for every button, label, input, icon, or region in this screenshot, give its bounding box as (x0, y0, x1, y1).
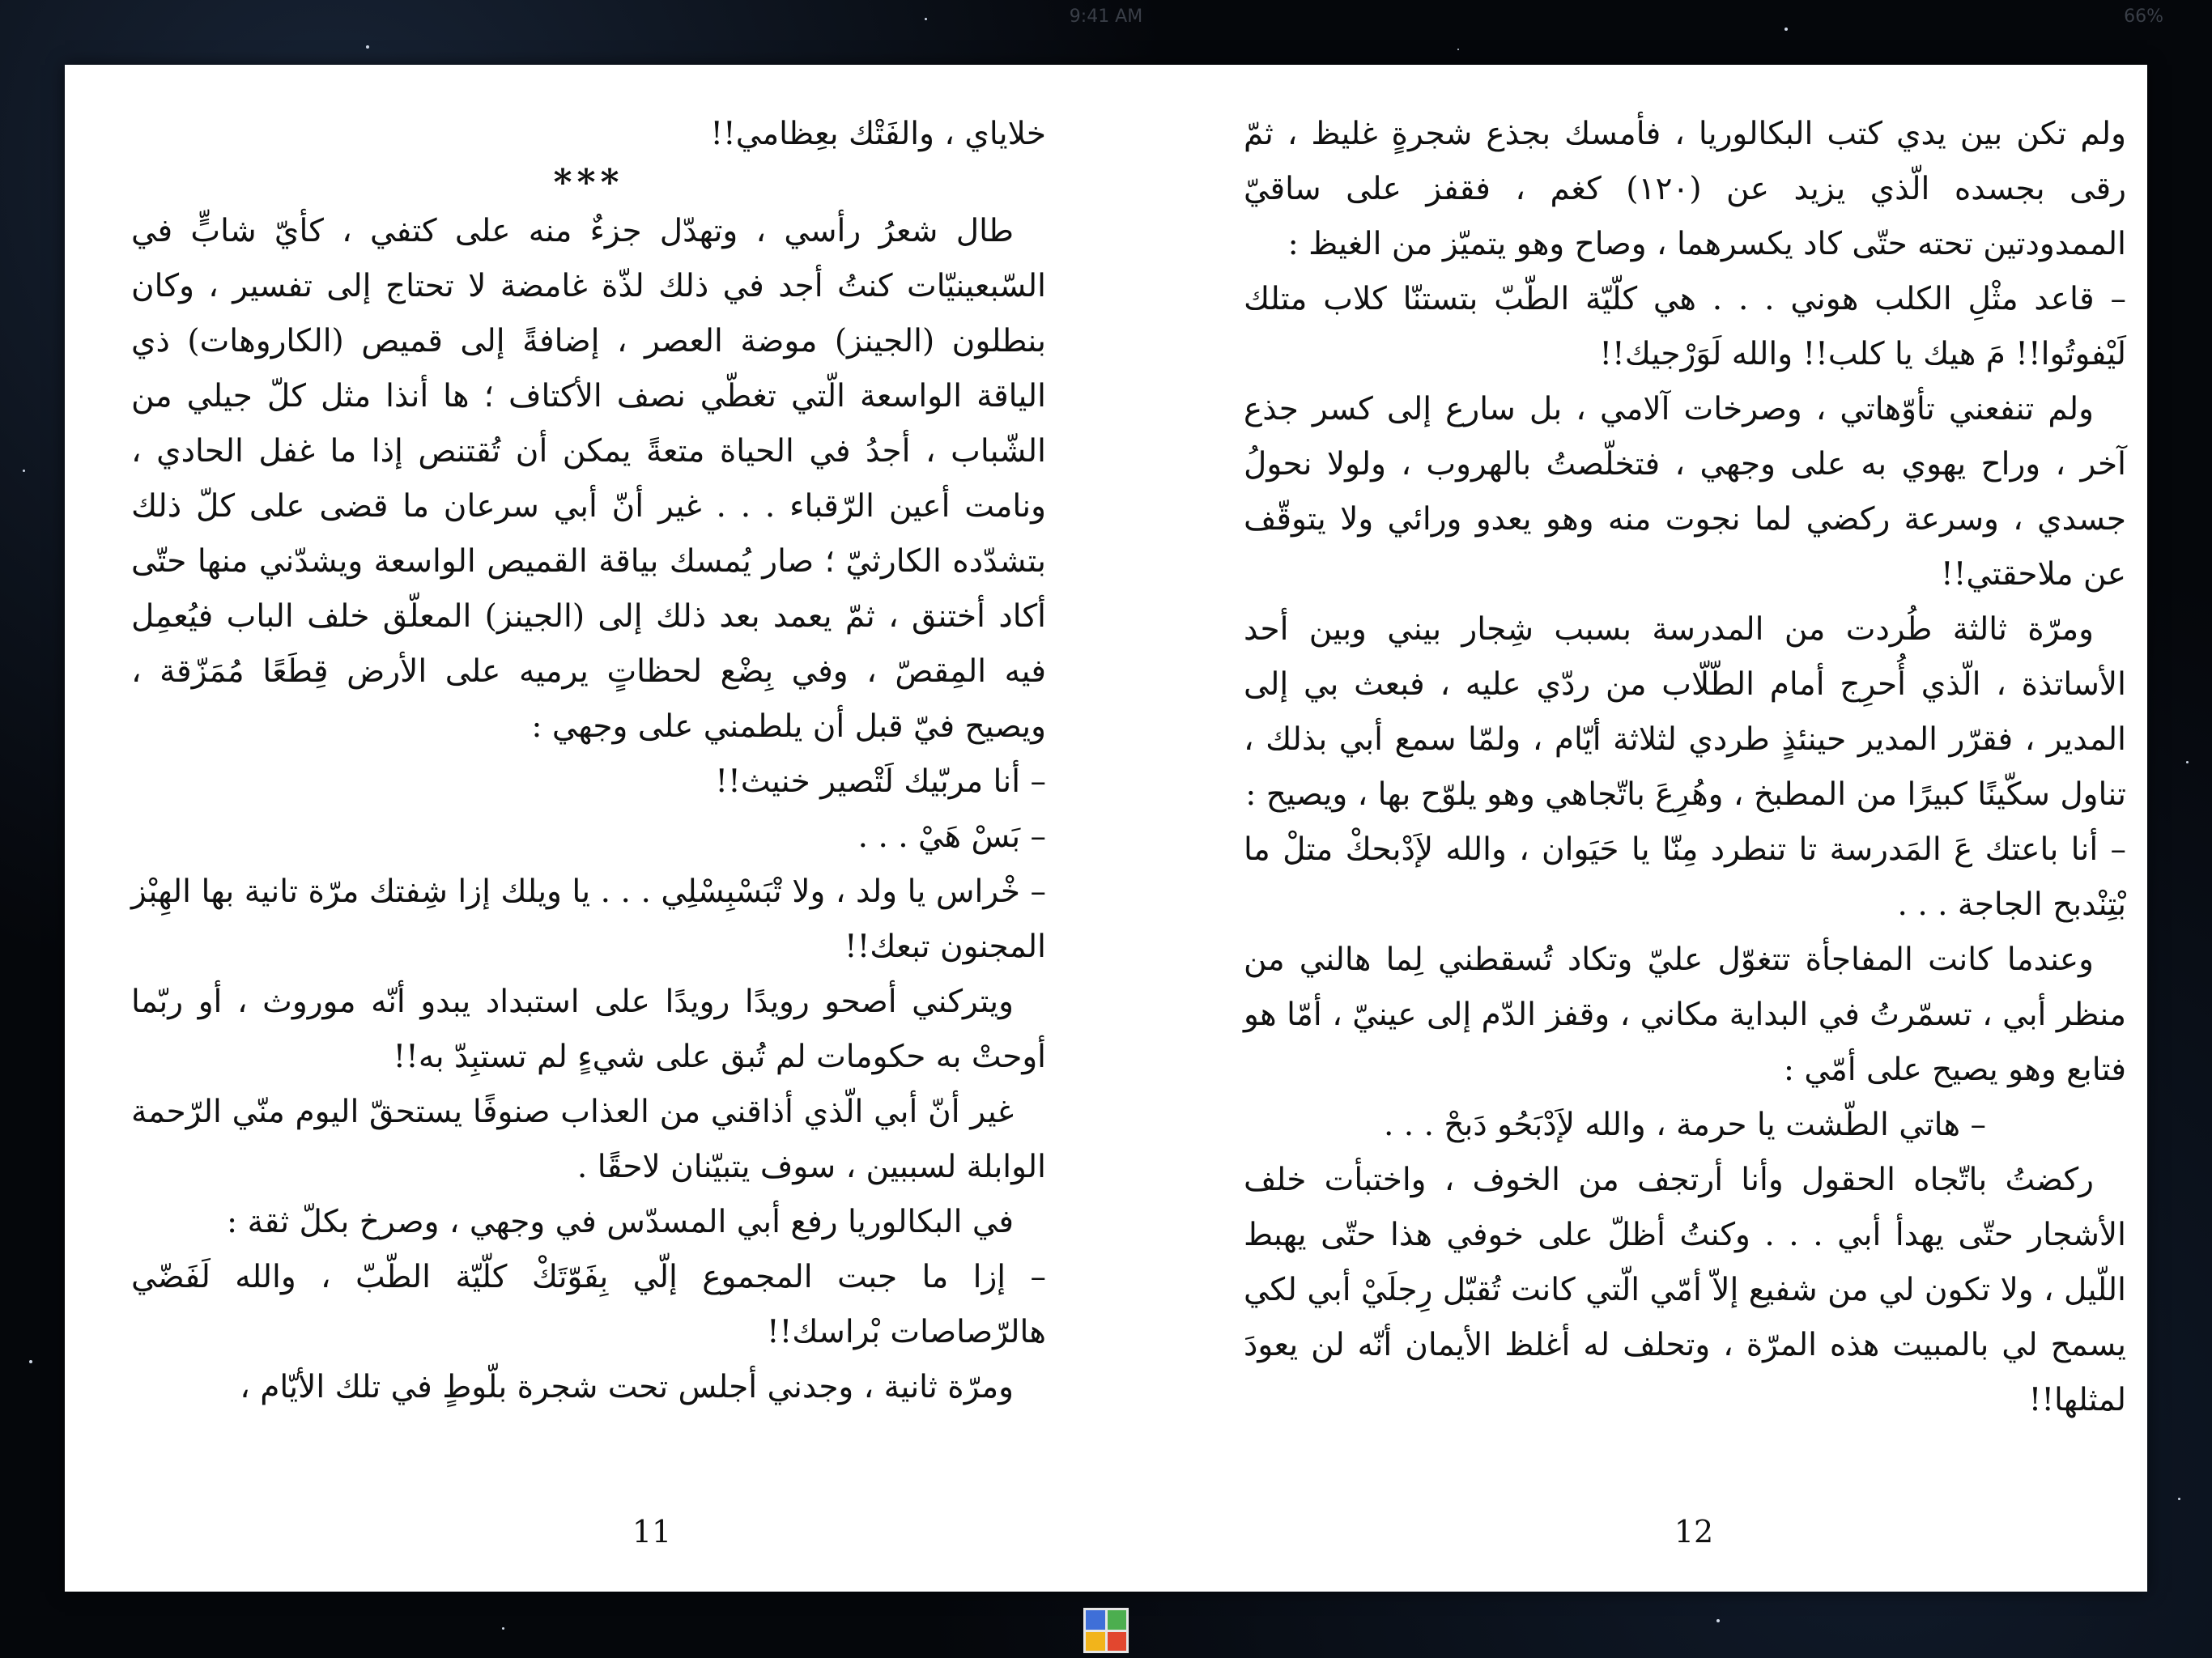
right-page[interactable] (1106, 65, 2147, 1592)
star (1716, 1619, 1720, 1622)
status-battery: 66% (2124, 6, 2163, 27)
paragraph: – أنا مربّيك لَتْصير خنيث!! (715, 763, 1046, 800)
page-number-left: 11 (632, 1514, 672, 1550)
paragraph: ركضتُ باتّجاه الحقول وأنا أرتجف من الخوف ، واختبأت خلف الأشجار حتّى يهدأ أبي . . . وكنتُ أظلّ على خوفي هذا حتّى يهبط اللّيل ، ولا تكون لي من شفيع إلاّ أمّي الّتي كانت تُقبّل رِجلَيْ أبي لكي يسمح لي بالمبيت هذه المرّة ، وتحلف له أغلظ الأيمان أنّه لن يعودَ لمثلها!! (1244, 1162, 2126, 1418)
paragraph: ولم تنفعني تأوّهاتي ، وصرخات آلامي ، بل سارع إلى كسر جذع آخر ، وراح يهوي به على وجهي ، فتخلّصتُ بالهروب ، ولولا نحولُ جسدي ، وسرعة ركضي لما نجوت منه وهو يعدو ورائي ولا يتوقّف عن ملاحقتي!! (1244, 391, 2126, 593)
paragraph: في البكالوريا رفع أبي المسدّس في وجهي ، وصرخ بكلّ ثقة : (227, 1204, 1014, 1240)
star (502, 1627, 504, 1630)
left-page[interactable] (65, 65, 1106, 1592)
paragraph: – أنا باعتك عَ المَدرسة تا تنطرد مِنّا يا حَيَوان ، والله لإَدْبحكْ متلْ ما بْتِنْدبح الجاجة . . . (1244, 831, 2126, 923)
paragraph: – هاتي الطّشت يا حرمة ، والله لإَدْبَحُو دَبحْ . . . (1384, 1107, 1986, 1143)
paragraph: غير أنّ أبي الّذي أذاقني من العذاب صنوفًا يستحقّ اليوم منّي الرّحمة الوابلة لسببين ، سوف يتبيّنان لاحقًا . (131, 1094, 1046, 1185)
star (2178, 1498, 2180, 1500)
section-separator: *** (553, 162, 624, 203)
left-page-text (131, 107, 1046, 1415)
status-bar (0, 0, 2212, 32)
paragraph: – إزا ما جبت المجموع إلّي بِفَوّتَكْ كلّيّة الطّبّ ، والله لَفَضّي هالرّصاصات بْراسك!! (131, 1259, 1046, 1350)
status-time: 9:41 AM (1069, 6, 1143, 27)
star (29, 1360, 32, 1363)
paragraph: طال شعرُ رأسي ، وتهدّل جزءٌ منه على كتفي ، كأيّ شابٍّ في السّبعينيّات كنتُ أجد في ذلك لذّة غامضة لا تحتاج إلى تفسير ، وكان بنطلون (الجينز) موضة العصر ، إضافةً إلى قميص (الكاروهات) ذي الياقة الواسعة الّتي تغطّي نصف الأكتاف ؛ ها أنذا مثل كلّ جيلي من الشّباب ، أجدُ في الحياة متعةً يمكن أن تُقتنص إذا ما غفل الحادي ، ونامت أعين الرّقباء . . . غير أنّ أبي سرعان ما قضى على كلّ ذلك بتشدّده الكارثيّ ؛ صار يُمسك بياقة القميص الواسعة ويشدّني منها حتّى أكاد أختنق ، ثمّ يعمد بعد ذلك إلى (الجينز) المعلّق خلف الباب فيُعمِل فيه المِقصّ ، وفي بِضْع لحظاتٍ يرميه على الأرض قِطَعًا مُمَزّقة ، ويصيح فيّ قبل أن يلطمني على وجهي : (131, 213, 1046, 745)
paragraph: خلاياي ، والفَتْك بعِظامي!! (710, 116, 1046, 152)
app-grid-icon[interactable] (1083, 1608, 1129, 1653)
paragraph: ومرّة ثانية ، وجدني أجلس تحت شجرة بلّوطٍ في تلك الأيّام ، (240, 1369, 1014, 1405)
page-number-right: 12 (1674, 1514, 1714, 1550)
paragraph: ولم تكن بين يدي كتب البكالوريا ، فأمسك بجذع شجرةٍ غليظ ، ثمّ رقى بجسده الّذي يزيد عن (١٢٠) كغم ، فقفز على ساقيّ الممدودتين تحته حتّى كاد يكسرهما ، وصاح وهو يتميّز من الغيظ : (1244, 116, 2126, 262)
app-tile-green (1108, 1610, 1127, 1630)
paragraph: – خْراس يا ولد ، ولا تْبَسْبِسْلِي . . . يا ويلك إزا شِفتك مرّة تانية بها الهِبْز المجنون تبعك!! (131, 874, 1046, 965)
right-page-text (1244, 107, 2126, 1428)
paragraph: ومرّة ثالثة طُردت من المدرسة بسبب شِجار بيني وبين أحد الأساتذة ، الّذي أُحرِج أمام الطّلّاب من ردّي عليه ، فبعث بي إلى المدير ، فقرّر المدير حينئذٍ طردي لثلاثة أيّام ، ولمّا سمع أبي بذلك ، تناول سكّينًا كبيرًا من المطبخ ، وهُرِعَ باتّجاهي وهو يلوّح بها ، ويصيح : (1244, 611, 2126, 813)
paragraph: ويتركني أصحو رويدًا رويدًا على استبداد يبدو أنّه موروث ، أو ربّما أوحتْ به حكومات لم تُبق على شيءٍ لم تستبِدّ به!! (131, 984, 1046, 1075)
star (1457, 49, 1459, 50)
star (23, 470, 25, 472)
paragraph: – قاعد مثْلِ الكلب هوني . . . هي كلّيّة الطّبّ بتستنّا كلاب متلك لَيْفوتُوا!! مَ هيك يا كلب!! والله لَوَرْجيك!! (1244, 281, 2126, 372)
star (366, 45, 369, 49)
app-tile-blue (1086, 1610, 1105, 1630)
star (2186, 761, 2189, 763)
book-spread[interactable] (65, 65, 2147, 1592)
app-tile-yellow (1086, 1632, 1105, 1652)
paragraph: – بَسْ هَيْ . . . (857, 818, 1046, 855)
paragraph: وعندما كانت المفاجأة تتغوّل عليّ وتكاد تُسقطني لِما هالني من منظر أبي ، تسمّرتُ في البداية مكاني ، وقفز الدّم إلى عينيّ ، أمّا هو فتابع وهو يصيح على أمّي : (1244, 942, 2126, 1088)
app-tile-red (1108, 1632, 1127, 1652)
